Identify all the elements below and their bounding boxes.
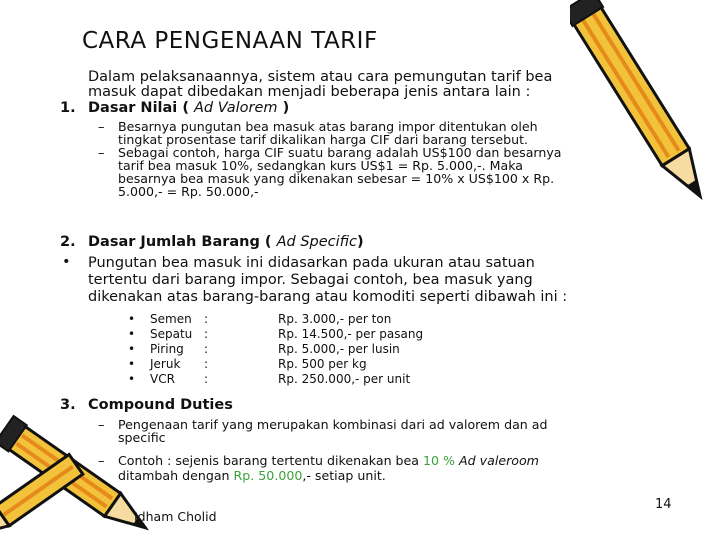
s2-text-line-3: dikenakan atas barang-barang atau komoditi seperti dibawah ini : — [88, 289, 568, 305]
commodity-rate: Rp. 250.000,- per unit — [278, 372, 411, 386]
dash-bullet-icon: – — [98, 146, 105, 161]
section-1-number: 1. — [60, 100, 76, 116]
commodity-name: Jeruk — [150, 357, 181, 371]
dash-bullet-icon: – — [98, 454, 105, 469]
commodity-rate: Rp. 5.000,- per lusin — [278, 342, 400, 356]
s1-bullet-2-line-2: tarif bea masuk 10%, sedangkan kurs US$1 = Rp. 5.000,-. Maka — [118, 158, 523, 173]
table-row — [128, 342, 423, 357]
s3-bullet-2-line-1: Contoh : sejenis barang tertentu dikenakan bea 10 % Ad valeroom — [118, 453, 539, 468]
separator: : — [204, 327, 209, 341]
intro-line-1: Dalam pelaksanaannya, sistem atau cara pemungutan tarif bea — [88, 69, 553, 85]
bullet-icon: • — [128, 342, 136, 356]
table-row — [128, 327, 423, 342]
table-row — [128, 372, 423, 387]
s3-bullet-1-line-1: Pengenaan tarif yang merupakan kombinasi dari ad valorem dan ad — [118, 417, 548, 432]
author-name: Idham Cholid — [134, 509, 217, 524]
s1-bullet-2-line-4: 5.000,- = Rp. 50.000,- — [118, 184, 259, 199]
section-1-heading: Dasar Nilai ( Ad Valorem ) — [88, 100, 290, 116]
s1-bullet-1-line-1: Besarnya pungutan bea masuk atas barang impor ditentukan oleh — [118, 119, 538, 134]
separator: : — [204, 342, 209, 356]
bullet-icon: • — [128, 312, 136, 326]
bullet-icon: • — [128, 372, 136, 386]
s2-text-line-1: Pungutan bea masuk ini didasarkan pada ukuran atau satuan — [88, 255, 535, 271]
dash-bullet-icon: – — [98, 418, 105, 433]
commodity-rate: Rp. 500 per kg — [278, 357, 367, 371]
commodity-name: VCR — [150, 372, 175, 386]
commodity-name: Semen — [150, 312, 192, 326]
separator: : — [204, 312, 209, 326]
table-row — [128, 312, 423, 327]
intro-line-2: masuk dapat dibedakan menjadi beberapa jenis antara lain : — [88, 84, 531, 100]
section-2-heading: Dasar Jumlah Barang ( Ad Specific) — [88, 234, 364, 250]
s1-bullet-1-line-2: tingkat prosentase tarif dikalikan harga CIF dari barang tersebut. — [118, 132, 529, 147]
section-3-heading: Compound Duties — [88, 397, 233, 413]
s1-bullet-2-line-1: Sebagai contoh, harga CIF suatu barang adalah US$100 dan besarnya — [118, 145, 562, 160]
bullet-icon: • — [62, 254, 71, 270]
page-number: 14 — [655, 497, 672, 512]
bullet-icon: • — [128, 357, 136, 371]
commodity-rate: Rp. 3.000,- per ton — [278, 312, 392, 326]
dash-bullet-icon: – — [98, 120, 105, 135]
s3-bullet-1-line-2: specific — [118, 430, 166, 445]
s3-bullet-2-line-2: ditambah dengan Rp. 50.000,- setiap unit. — [118, 468, 386, 483]
commodity-table — [128, 312, 423, 387]
bullet-icon: • — [128, 327, 136, 341]
s2-text-line-2: tertentu dari barang impor. Sebagai contoh, bea masuk yang — [88, 272, 533, 288]
separator: : — [204, 372, 209, 386]
commodity-rate: Rp. 14.500,- per pasang — [278, 327, 424, 341]
section-2-number: 2. — [60, 234, 76, 250]
separator: : — [204, 357, 209, 371]
s1-bullet-2-line-3: besarnya bea masuk yang dikenakan sebesar = 10% x US$100 x Rp. — [118, 171, 555, 186]
commodity-name: Piring — [150, 342, 184, 356]
pencil-top-right-icon — [570, 0, 720, 230]
table-row — [128, 357, 423, 372]
page-title: CARA PENGENAAN TARIF — [82, 28, 378, 54]
commodity-name: Sepatu — [150, 327, 193, 341]
section-3-number: 3. — [60, 397, 76, 413]
